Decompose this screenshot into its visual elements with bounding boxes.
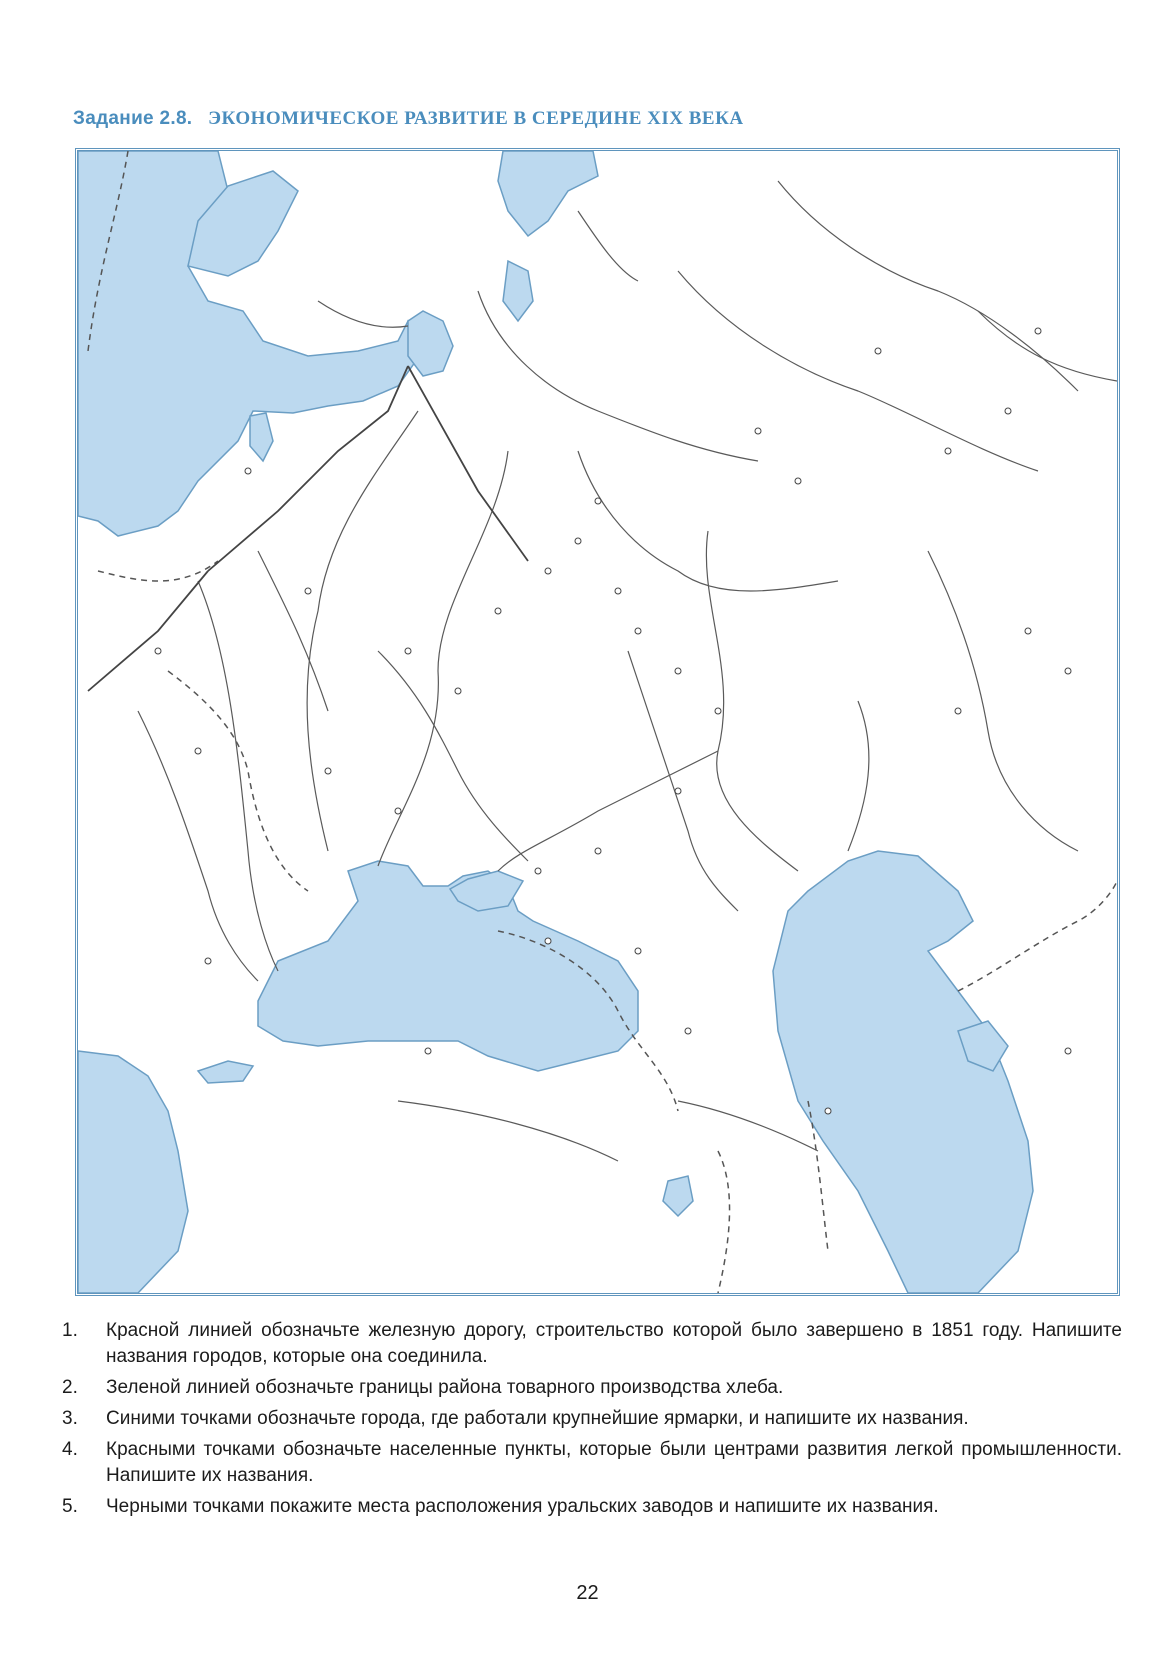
lake-urmia — [663, 1176, 693, 1216]
page-title — [73, 108, 744, 130]
contour-map — [75, 148, 1120, 1296]
task-item — [62, 1406, 1122, 1432]
aegean-sea — [78, 1051, 188, 1293]
page-number: 22 — [576, 1582, 599, 1604]
task-text: Черными точками покажите места расположения уральских заводов и напишите их названия. — [106, 1496, 939, 1517]
task-item — [62, 1375, 1122, 1401]
lake-onega — [503, 261, 533, 321]
task-number: 1. — [62, 1320, 78, 1341]
lake-ladoga — [408, 311, 453, 376]
task-item — [62, 1318, 1122, 1370]
task-list — [62, 1318, 1122, 1525]
task-number: 3. — [62, 1408, 78, 1429]
task-text: Красной линией обозначьте железную дорогу, строительство которой было завершено в 1851 году. Напишите названия городов, которые она соединила. — [106, 1320, 1122, 1367]
task-title: ЭКОНОМИЧЕСКОЕ РАЗВИТИЕ В СЕРЕДИНЕ XIX ВЕКА — [208, 108, 744, 129]
task-number: 5. — [62, 1496, 78, 1517]
task-item — [62, 1437, 1122, 1489]
task-item — [62, 1494, 1122, 1520]
task-number: 2. — [62, 1377, 78, 1398]
sea-of-marmara — [198, 1061, 253, 1083]
task-label: Задание 2.8. — [73, 108, 193, 129]
white-sea — [498, 151, 598, 236]
task-text: Красными точками обозначьте населенные пункты, которые были центрами развития легкой промышленности. Напишите их названия. — [106, 1439, 1122, 1486]
task-number: 4. — [62, 1439, 78, 1460]
caspian-sea — [773, 851, 1033, 1293]
black-sea — [258, 861, 638, 1071]
task-text: Зеленой линией обозначьте границы района товарного производства хлеба. — [106, 1377, 784, 1398]
task-text: Синими точками обозначьте города, где работали крупнейшие ярмарки, и напишите их названия. — [106, 1408, 969, 1429]
lake-peipus — [250, 413, 273, 461]
